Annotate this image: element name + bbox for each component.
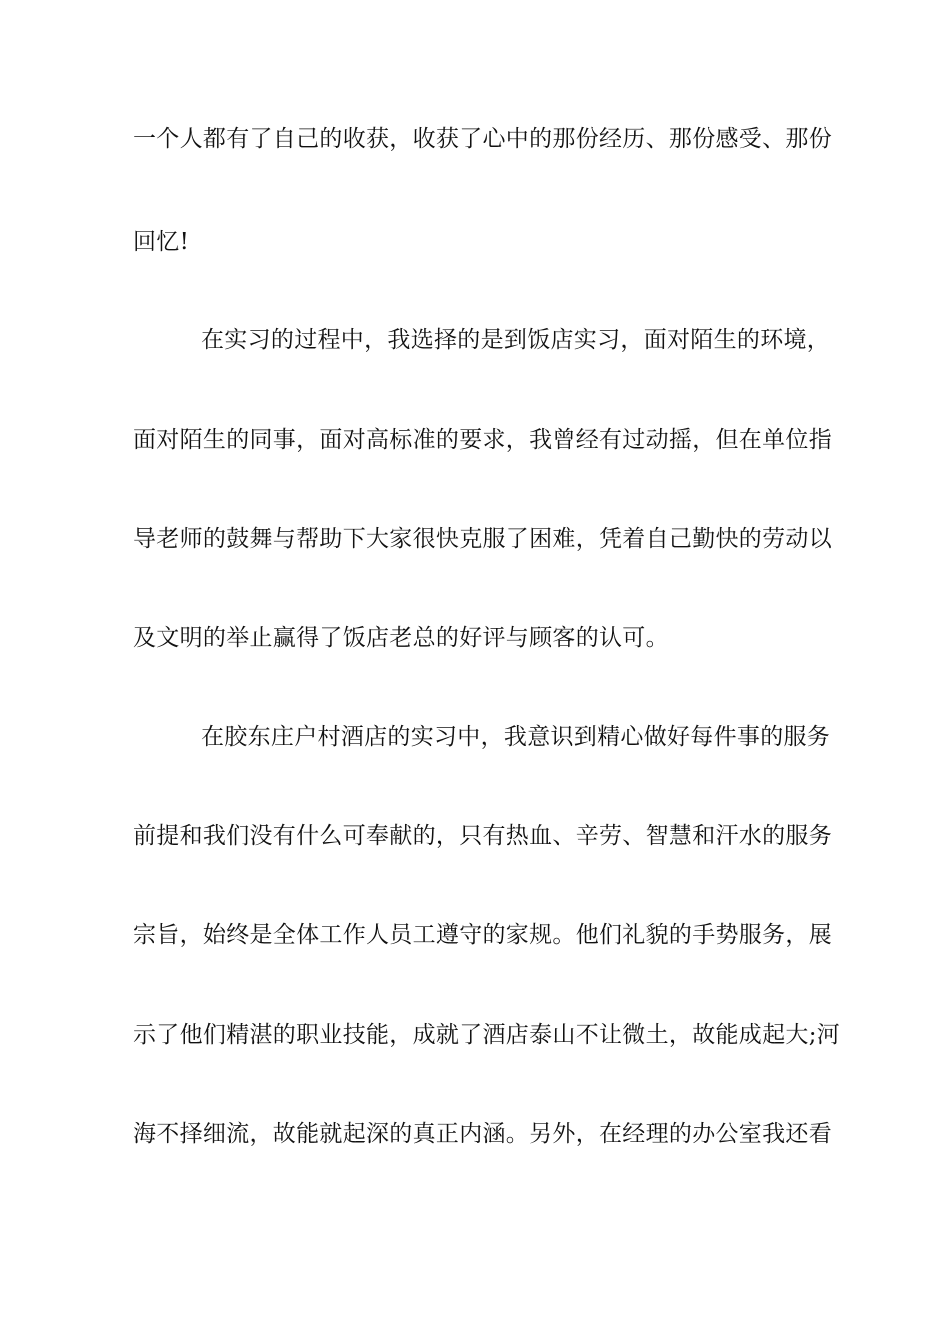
text-line: 回忆!: [133, 229, 190, 255]
text-line: 导老师的鼓舞与帮助下大家很快克服了困难，凭着自己勤快的劳动以: [133, 526, 832, 552]
text-line: 面对陌生的同事，面对高标准的要求，我曾经有过动摇，但在单位指: [133, 427, 832, 453]
text-line: 一个人都有了自己的收获，收获了心中的那份经历、那份感受、那份: [133, 126, 832, 152]
text-line: 宗旨，始终是全体工作人员工遵守的家规。他们礼貌的手势服务，展: [133, 922, 832, 948]
text-line: 示了他们精湛的职业技能，成就了酒店泰山不让微土，故能成起大;河: [133, 1022, 841, 1048]
paragraph-start-line: 在实习的过程中，我选择的是到饭店实习，面对陌生的环境，: [201, 327, 831, 353]
text-line: 海不择细流，故能就起深的真正内涵。另外，在经理的办公室我还看: [133, 1121, 832, 1147]
paragraph-start-line: 在胶东庄户村酒店的实习中，我意识到精心做好每件事的服务: [201, 724, 831, 750]
text-line: 前提和我们没有什么可奉献的，只有热血、辛劳、智慧和汗水的服务: [133, 823, 832, 849]
text-line: 及文明的举止赢得了饭店老总的好评与顾客的认可。: [133, 625, 669, 651]
